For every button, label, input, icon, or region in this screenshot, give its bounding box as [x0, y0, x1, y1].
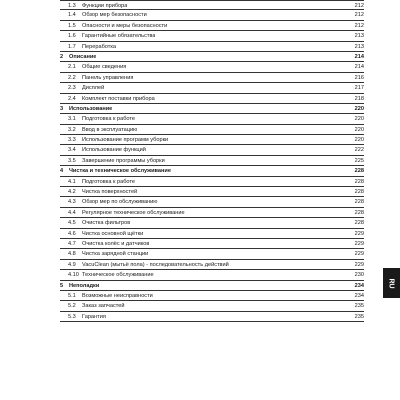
toc-subsection-row[interactable] — [60, 94, 364, 104]
toc-subsection-row[interactable] — [60, 312, 364, 322]
toc-title: Комплект поставки прибора — [82, 95, 155, 102]
toc-number: 4.7 — [68, 240, 76, 247]
toc-title: Гарантийные обязательства — [82, 33, 156, 40]
toc-subsection-row[interactable] — [60, 0, 364, 10]
toc-page-number: 229 — [354, 230, 364, 237]
toc-number: 1.4 — [68, 12, 76, 19]
toc-title: Возможные неисправности — [82, 292, 153, 299]
toc-page-number: 229 — [354, 240, 364, 247]
toc-title: Неполадки — [69, 282, 100, 289]
toc-page-number: 225 — [354, 157, 364, 164]
toc-page-number: 212 — [354, 3, 364, 9]
toc-page-number: 228 — [354, 189, 364, 196]
toc-page-number: 228 — [354, 220, 364, 227]
toc-number: 4.6 — [68, 230, 76, 237]
toc-subsection-row[interactable] — [60, 301, 364, 311]
toc-title: Чистка основной щётки — [82, 230, 144, 237]
language-tab-label: RU — [388, 277, 395, 289]
toc-number: 2.2 — [68, 74, 76, 81]
toc-title: Очистка колёс и датчиков — [82, 240, 150, 247]
toc-subsection-row[interactable] — [60, 218, 364, 228]
toc-subsection-row[interactable] — [60, 177, 364, 187]
toc-number: 3.1 — [68, 116, 76, 123]
toc-number: 1.3 — [68, 3, 76, 9]
toc-title: Использование функций — [82, 147, 146, 154]
toc-subsection-row[interactable] — [60, 197, 364, 207]
toc-number: 4.1 — [68, 178, 76, 185]
toc-subsection-row[interactable] — [60, 114, 364, 124]
toc-subsection-row[interactable] — [60, 260, 364, 270]
toc-subsection-row[interactable] — [60, 239, 364, 249]
toc-page-number: 230 — [354, 272, 364, 279]
toc-number: 2.3 — [68, 85, 76, 92]
toc-page-number: 216 — [354, 74, 364, 81]
toc-page-number: 220 — [354, 126, 364, 133]
toc-title: Заказ запчастей — [82, 303, 125, 310]
toc-number: 1.7 — [68, 43, 76, 50]
toc-subsection-row[interactable] — [60, 249, 364, 259]
toc-title: Регулярное техническое обслуживание — [82, 209, 185, 216]
toc-page-number: 214 — [354, 53, 364, 60]
toc-page-number: 222 — [354, 147, 364, 154]
toc-number: 1.5 — [68, 22, 76, 29]
toc-title: Использование — [69, 105, 113, 112]
toc-subsection-row[interactable] — [60, 125, 364, 135]
toc-section-row[interactable] — [60, 166, 364, 176]
toc-number: 3.5 — [68, 157, 76, 164]
toc-page-number: 213 — [354, 33, 364, 40]
toc-page-number: 214 — [354, 64, 364, 71]
toc-title: Подготовка к работе — [82, 178, 136, 185]
toc-subsection-row[interactable] — [60, 156, 364, 166]
toc-page-number: 212 — [354, 12, 364, 19]
toc-subsection-row[interactable] — [60, 62, 364, 72]
toc-title: Подготовка к работе — [82, 116, 136, 123]
toc-page-number: 228 — [354, 209, 364, 216]
toc-title: Панель управления — [82, 74, 134, 81]
toc-number: 2.4 — [68, 95, 76, 102]
toc-number: 4.4 — [68, 209, 76, 216]
toc-title: Опасности и меры безопасности — [82, 22, 168, 29]
toc-title: Обзор мер по обслуживанию — [82, 199, 158, 206]
toc-number: 3.4 — [68, 147, 76, 154]
toc-number: 5.3 — [68, 313, 76, 320]
toc-page-number: 235 — [354, 303, 364, 310]
toc-number: 5.1 — [68, 292, 76, 299]
toc-subsection-row[interactable] — [60, 83, 364, 93]
toc-number: 4.10 — [68, 272, 79, 279]
toc-number: 4.3 — [68, 199, 76, 206]
language-tab — [383, 268, 400, 298]
toc-title: VacuClean (мытьё пола) - последовательность действий — [82, 261, 229, 268]
toc-page-number: 228 — [354, 199, 364, 206]
toc-number: 2 — [60, 53, 64, 60]
toc-number: 4.9 — [68, 261, 76, 268]
toc-number: 3 — [60, 105, 64, 112]
toc-number: 3.3 — [68, 137, 76, 144]
toc-subsection-row[interactable] — [60, 208, 364, 218]
toc-subsection-row[interactable] — [60, 229, 364, 239]
toc-title: Дисплей — [82, 85, 105, 92]
toc-number: 2.1 — [68, 64, 76, 71]
toc-title: Описание — [69, 53, 97, 60]
toc-page-number: 234 — [354, 282, 364, 289]
toc-page-number: 220 — [354, 116, 364, 123]
toc-subsection-row[interactable] — [60, 145, 364, 155]
toc-page-number: 234 — [354, 292, 364, 299]
toc-page-number: 229 — [354, 251, 364, 258]
toc-subsection-row[interactable] — [60, 73, 364, 83]
toc-page-number: 220 — [354, 105, 364, 112]
toc-section-row[interactable] — [60, 52, 364, 62]
toc-title: Обзор мер безопасности — [82, 12, 147, 19]
toc-page-number: 235 — [354, 313, 364, 320]
toc-page-number: 212 — [354, 22, 364, 29]
toc-title: Чистка зарядной станции — [82, 251, 149, 258]
toc-number: 4.8 — [68, 251, 76, 258]
toc-subsection-row[interactable] — [60, 42, 364, 52]
toc-page-number: 213 — [354, 43, 364, 50]
toc-page-number: 228 — [354, 168, 364, 175]
toc-title: Очистка фильтров — [82, 220, 131, 227]
table-of-contents — [60, 0, 364, 322]
toc-number: 5.2 — [68, 303, 76, 310]
toc-number: 4.2 — [68, 189, 76, 196]
toc-subsection-row[interactable] — [60, 291, 364, 301]
toc-section-row[interactable] — [60, 104, 364, 114]
toc-subsection-row[interactable] — [60, 10, 364, 20]
toc-title: Переработка — [82, 43, 117, 50]
toc-number: 5 — [60, 282, 64, 289]
toc-title: Гарантия — [82, 313, 106, 320]
toc-subsection-row[interactable] — [60, 270, 364, 280]
toc-number: 4 — [60, 168, 64, 175]
toc-title: Техническое обслуживание — [82, 272, 154, 279]
toc-number: 4.5 — [68, 220, 76, 227]
toc-title: Использование программ уборки — [82, 137, 169, 144]
toc-subsection-row[interactable] — [60, 31, 364, 41]
toc-subsection-row[interactable] — [60, 187, 364, 197]
toc-page-number: 217 — [354, 85, 364, 92]
toc-title: Завершение программы уборки — [82, 157, 165, 164]
toc-title: Функции прибора — [82, 3, 128, 9]
toc-number: 3.2 — [68, 126, 76, 133]
toc-title: Ввод в эксплуатацию — [82, 126, 138, 133]
toc-title: Чистка и техническое обслуживание — [69, 168, 171, 175]
toc-page-number: 220 — [354, 137, 364, 144]
toc-page-number: 229 — [354, 261, 364, 268]
toc-title: Общие сведения — [82, 64, 127, 71]
toc-section-row[interactable] — [60, 281, 364, 291]
toc-subsection-row[interactable] — [60, 21, 364, 31]
toc-page-number: 228 — [354, 178, 364, 185]
toc-number: 1.6 — [68, 33, 76, 40]
toc-subsection-row[interactable] — [60, 135, 364, 145]
toc-page-number: 218 — [354, 95, 364, 102]
toc-title: Чистка поверхностей — [82, 189, 138, 196]
